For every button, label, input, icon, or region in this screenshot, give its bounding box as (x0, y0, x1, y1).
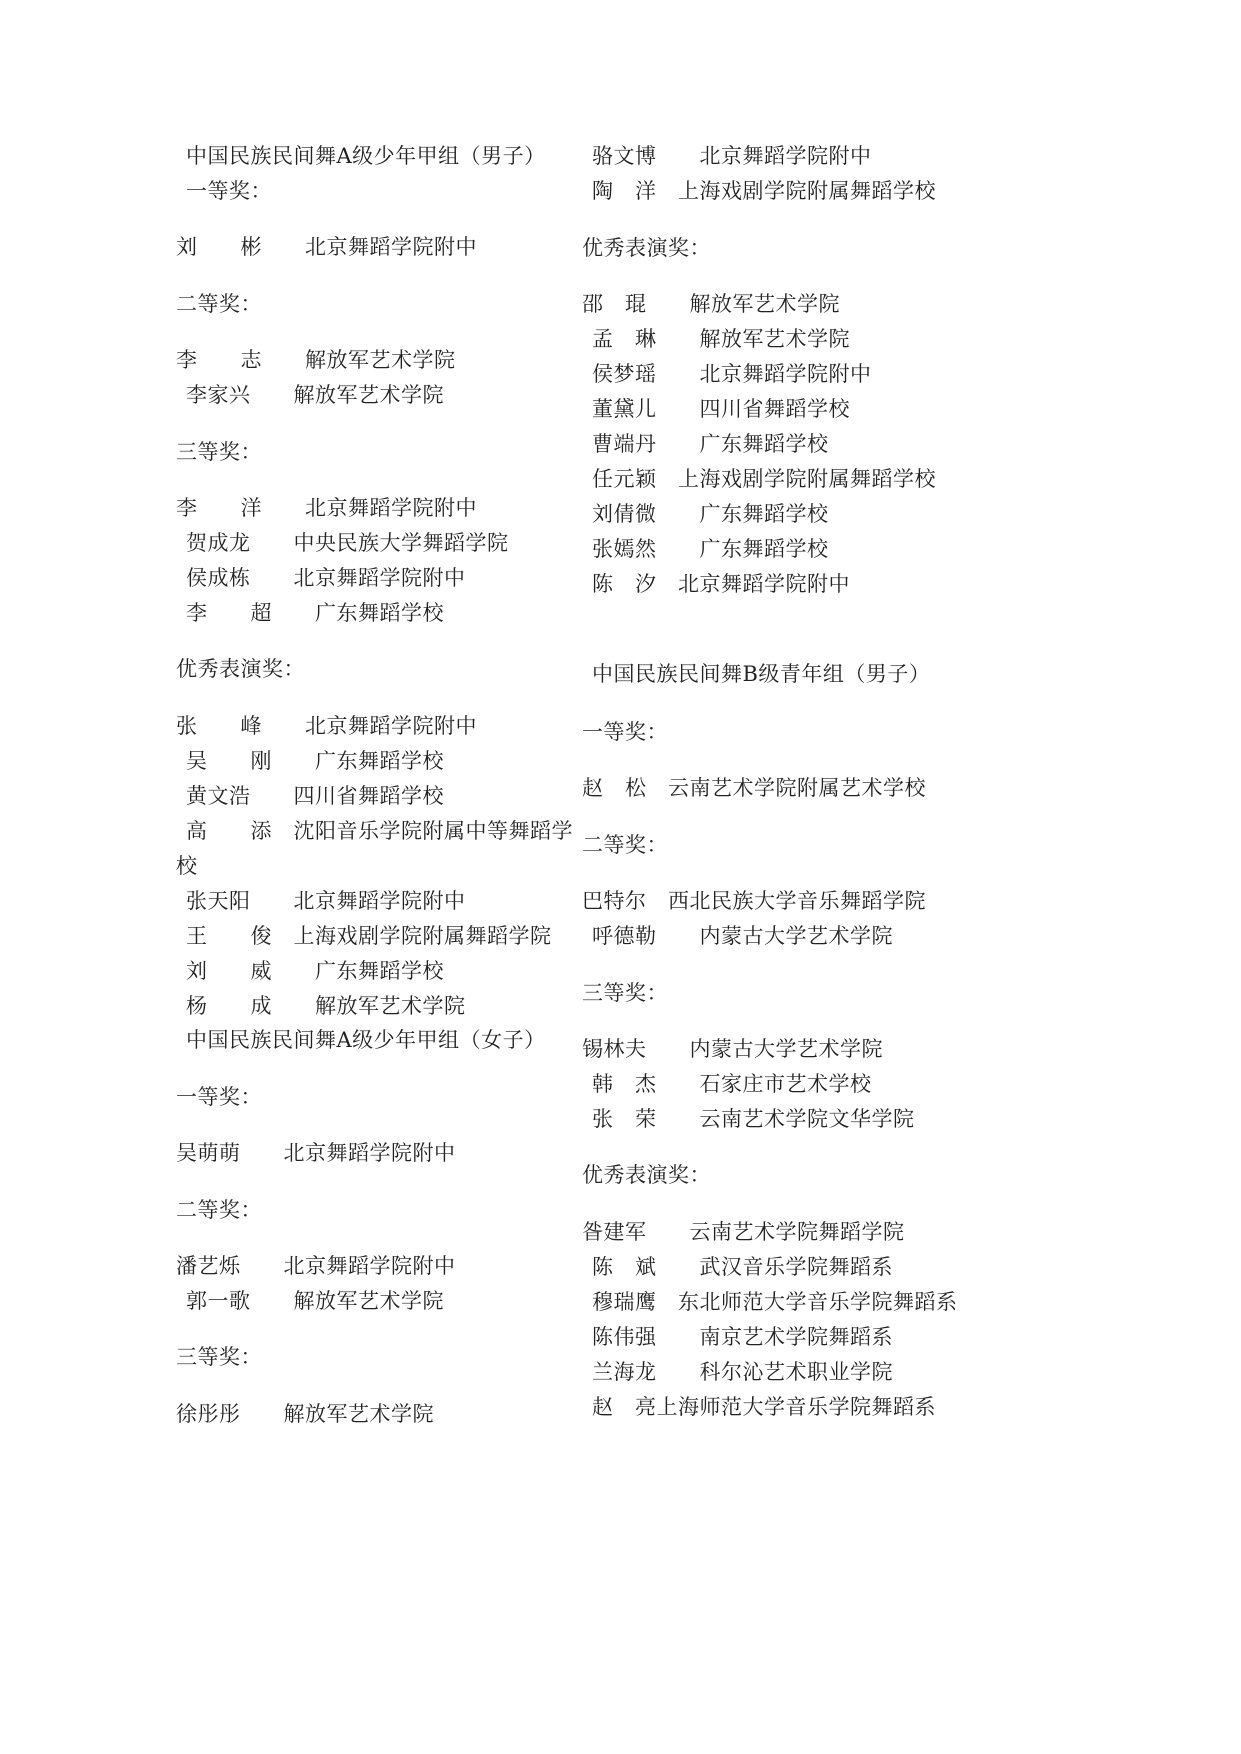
award-level-label: 三等奖： (176, 1345, 262, 1369)
winner-entry: 张天阳 北京舞蹈学院附中 (186, 889, 466, 913)
winner-entry: 邵 琨 解放军艺术学院 (582, 292, 840, 316)
winner-entry: 陶 洋 上海戏剧学院附属舞蹈学校 (592, 179, 936, 203)
winner-entry: 刘 彬 北京舞蹈学院附中 (176, 235, 477, 259)
winner-entry: 黄文浩 四川省舞蹈学校 (186, 784, 444, 808)
winner-entry: 任元颖 上海戏剧学院附属舞蹈学校 (592, 467, 936, 491)
winner-entry: 陈 汐 北京舞蹈学院附中 (592, 572, 850, 596)
winner-entry: 赵 松 云南艺术学院附属艺术学校 (582, 776, 926, 800)
winner-entry: 呼德勒 内蒙古大学艺术学院 (592, 924, 893, 948)
winner-entry: 郭一歌 解放军艺术学院 (186, 1289, 444, 1313)
winner-entry: 穆瑞鹰 东北师范大学音乐学院舞蹈系 (592, 1290, 958, 1314)
winner-entry: 董黛儿 四川省舞蹈学校 (592, 397, 850, 421)
winner-entry: 陈伟强 南京艺术学院舞蹈系 (592, 1325, 893, 1349)
award-level-label: 优秀表演奖： (582, 236, 711, 260)
winner-entry-continuation: 校 (176, 854, 198, 878)
award-level-label: 优秀表演奖： (176, 657, 305, 681)
winner-entry: 骆文博 北京舞蹈学院附中 (592, 144, 872, 168)
winner-entry: 徐彤彤 解放军艺术学院 (176, 1402, 434, 1426)
winner-entry: 吴萌萌 北京舞蹈学院附中 (176, 1141, 456, 1165)
winner-entry: 高 添 沈阳音乐学院附属中等舞蹈学 (186, 819, 573, 843)
category-heading: 中国民族民间舞A级少年甲组（男子） (186, 144, 546, 168)
winner-entry: 孟 琳 解放军艺术学院 (592, 327, 850, 351)
winner-entry: 锡林夫 内蒙古大学艺术学院 (582, 1037, 883, 1061)
winner-entry: 张嫣然 广东舞蹈学校 (592, 537, 829, 561)
category-heading: 中国民族民间舞B级青年组（男子） (592, 662, 931, 686)
winner-entry: 昝建军 云南艺术学院舞蹈学院 (582, 1220, 905, 1244)
winner-entry: 张 荣 云南艺术学院文华学院 (592, 1107, 915, 1131)
winner-entry: 李 志 解放军艺术学院 (176, 348, 456, 372)
winner-entry: 赵 亮上海师范大学音乐学院舞蹈系 (592, 1395, 936, 1419)
winner-entry: 曹端丹 广东舞蹈学校 (592, 432, 829, 456)
winner-entry: 贺成龙 中央民族大学舞蹈学院 (186, 531, 509, 555)
award-level-label: 优秀表演奖： (582, 1163, 711, 1187)
winner-entry: 杨 成 解放军艺术学院 (186, 994, 466, 1018)
winner-entry: 王 俊 上海戏剧学院附属舞蹈学院 (186, 924, 552, 948)
winner-entry: 李家兴 解放军艺术学院 (186, 383, 444, 407)
winner-entry: 潘艺烁 北京舞蹈学院附中 (176, 1254, 456, 1278)
winner-entry: 李 洋 北京舞蹈学院附中 (176, 496, 477, 520)
winner-entry: 吴 刚 广东舞蹈学校 (186, 749, 444, 773)
award-level-label: 二等奖： (176, 1198, 262, 1222)
winner-entry: 张 峰 北京舞蹈学院附中 (176, 714, 477, 738)
winner-entry: 刘 威 广东舞蹈学校 (186, 959, 444, 983)
winner-entry: 陈 斌 武汉音乐学院舞蹈系 (592, 1255, 893, 1279)
category-heading: 中国民族民间舞A级少年甲组（女子） (186, 1028, 546, 1052)
winner-entry: 侯成栋 北京舞蹈学院附中 (186, 566, 466, 590)
award-level-label: 一等奖： (582, 720, 668, 744)
award-level-label: 二等奖： (582, 833, 668, 857)
award-level-label: 一等奖： (176, 1085, 262, 1109)
award-level-label: 一等奖： (186, 179, 272, 203)
winner-entry: 兰海龙 科尔沁艺术职业学院 (592, 1360, 893, 1384)
winner-entry: 刘倩微 广东舞蹈学校 (592, 502, 829, 526)
winner-entry: 巴特尔 西北民族大学音乐舞蹈学院 (582, 889, 926, 913)
award-level-label: 三等奖： (582, 981, 668, 1005)
winner-entry: 侯梦瑶 北京舞蹈学院附中 (592, 362, 872, 386)
winner-entry: 韩 杰 石家庄市艺术学校 (592, 1072, 872, 1096)
award-level-label: 二等奖： (176, 292, 262, 316)
award-level-label: 三等奖： (176, 440, 262, 464)
winner-entry: 李 超 广东舞蹈学校 (186, 601, 444, 625)
